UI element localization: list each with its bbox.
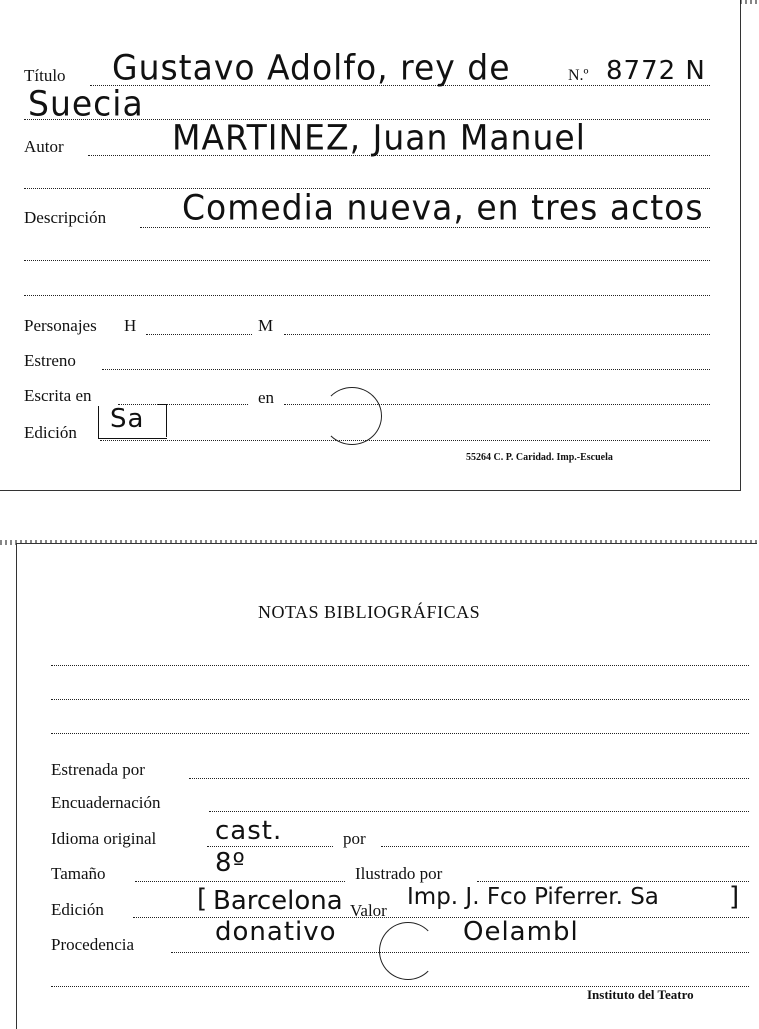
idioma-line	[207, 846, 333, 847]
tamano-line	[135, 881, 345, 882]
descripcion-line-3	[24, 295, 710, 296]
notas-heading: NOTAS BIBLIOGRÁFICAS	[258, 602, 481, 622]
notas-line-1	[51, 665, 749, 666]
personajes-h-line	[146, 334, 252, 335]
stamp-circle	[322, 387, 382, 445]
procedencia-value: donativo	[215, 917, 337, 947]
personajes-m-label: M	[258, 316, 274, 335]
personajes-label: Personajes	[24, 316, 97, 335]
procedencia-line	[171, 952, 749, 953]
titulo-value-line1: Gustavo Adolfo, rey de	[112, 47, 511, 88]
back-edicion-bracket-open: [	[197, 884, 209, 914]
encuadernacion-label: Encuadernación	[51, 793, 161, 812]
valor-bracket-close: ]	[729, 882, 741, 912]
back-edicion-label: Edición	[51, 900, 104, 919]
numero-value: 8772 N	[606, 56, 706, 86]
back-edicion-value: Barcelona	[213, 886, 343, 916]
tamano-value: 8º	[215, 848, 246, 878]
numero-label: N.º	[568, 67, 589, 84]
valor-label: Valor	[350, 901, 387, 920]
front-catalog-card	[0, 0, 741, 491]
scan-noise-corner	[740, 0, 758, 4]
back-stamp-circle	[379, 922, 437, 980]
personajes-h-label: H	[124, 316, 137, 335]
encuadernacion-line	[209, 811, 749, 812]
estrenada-line	[189, 778, 749, 779]
idioma-value: cast.	[215, 816, 283, 846]
procedencia-label: Procedencia	[51, 935, 135, 954]
descripcion-line-2	[24, 260, 710, 261]
ilustrado-line	[477, 881, 749, 882]
escrita-label: Escrita en	[24, 386, 92, 405]
personajes-m-line	[284, 334, 710, 335]
valor-value: Imp. J. Fco Piferrer. Sa	[407, 884, 659, 910]
descripcion-label: Descripción	[24, 208, 107, 227]
ilustrado-label: Ilustrado por	[355, 864, 443, 883]
edicion-label: Edición	[24, 423, 77, 442]
edicion-bracket-right	[158, 404, 167, 437]
footer-institution: Instituto del Teatro	[587, 987, 694, 1002]
edicion-line	[100, 440, 710, 441]
estreno-label: Estreno	[24, 351, 76, 370]
tamano-label: Tamaño	[51, 864, 106, 883]
titulo-value-line2: Suecia	[28, 83, 144, 124]
procedencia-extra-value: Oelambl	[463, 917, 579, 947]
back-catalog-card	[16, 543, 757, 1029]
estrenada-label: Estrenada por	[51, 760, 145, 779]
notas-line-3	[51, 733, 749, 734]
edicion-value: Sa	[110, 404, 145, 434]
escrita-en-label: en	[258, 388, 275, 407]
idioma-label: Idioma original	[51, 829, 157, 848]
estreno-line	[102, 369, 710, 370]
idioma-por-line	[381, 846, 749, 847]
notas-line-2	[51, 699, 749, 700]
descripcion-value: Comedia nueva, en tres actos	[182, 187, 704, 228]
autor-label: Autor	[24, 137, 64, 156]
titulo-label: Título	[24, 66, 66, 85]
printer-note: 55264 C. P. Caridad. Imp.-Escuela	[466, 452, 613, 463]
autor-value: MARTINEZ, Juan Manuel	[172, 117, 586, 158]
idioma-por-label: por	[343, 829, 366, 848]
